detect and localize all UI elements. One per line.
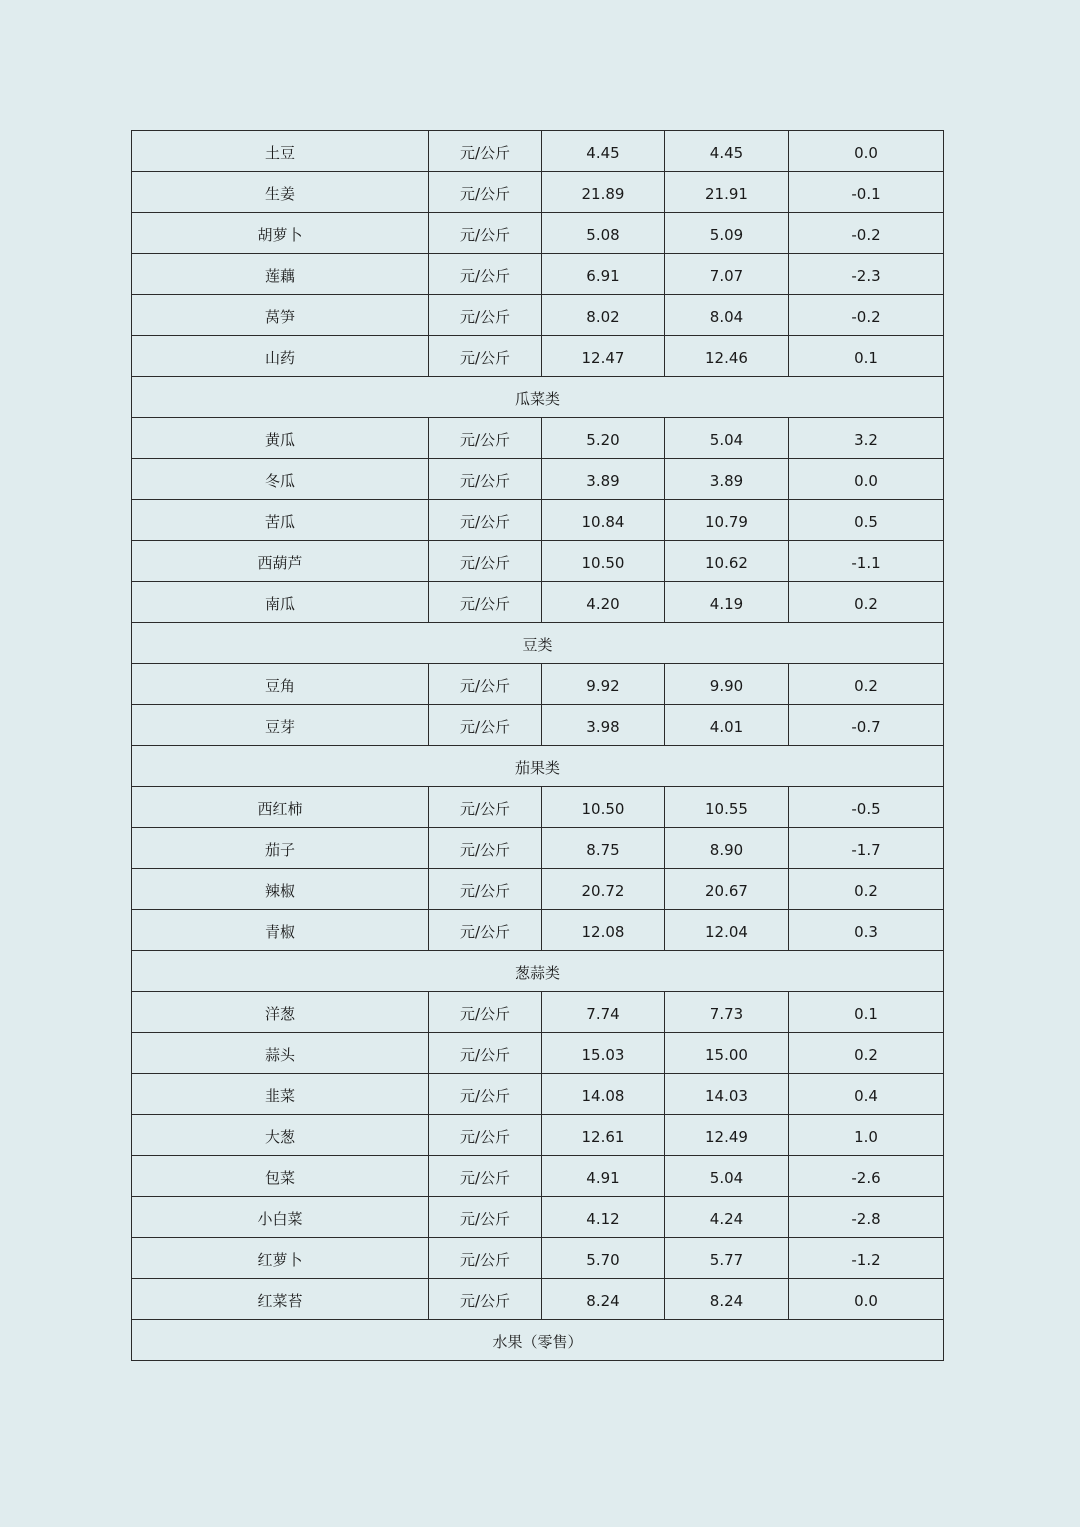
unit-cell xyxy=(429,500,542,541)
item-name-cell-text: 包菜 xyxy=(264,1169,295,1187)
table-row xyxy=(132,1115,944,1156)
change-percent-cell-text: 0.2 xyxy=(854,1045,878,1064)
table-row xyxy=(132,828,944,869)
category-label xyxy=(132,746,944,787)
item-name-cell-text: 西葫芦 xyxy=(257,554,303,572)
category-row xyxy=(132,377,944,418)
change-percent-cell xyxy=(789,336,944,377)
unit-cell xyxy=(429,1074,542,1115)
item-name-cell-text: 小白菜 xyxy=(257,1210,303,1228)
current-price-cell-text: 12.08 xyxy=(581,922,625,941)
change-percent-cell-text: -0.7 xyxy=(851,717,881,736)
table-row xyxy=(132,1279,944,1320)
current-price-cell xyxy=(542,992,665,1033)
current-price-cell-text: 10.84 xyxy=(581,512,625,531)
current-price-cell-text: 7.74 xyxy=(586,1004,620,1023)
unit-cell-text: 元/公斤 xyxy=(459,185,511,203)
table-row xyxy=(132,459,944,500)
current-price-cell xyxy=(542,541,665,582)
unit-cell-text: 元/公斤 xyxy=(459,841,511,859)
current-price-cell xyxy=(542,254,665,295)
previous-price-cell-text: 12.04 xyxy=(705,922,748,941)
current-price-cell xyxy=(542,1156,665,1197)
item-name-cell-text: 莴笋 xyxy=(264,308,295,326)
category-label-text: 葱蒜类 xyxy=(514,964,560,982)
current-price-cell xyxy=(542,1115,665,1156)
previous-price-cell-text: 10.62 xyxy=(705,553,748,572)
current-price-cell xyxy=(542,500,665,541)
previous-price-cell-text: 7.73 xyxy=(709,1004,744,1023)
table-row xyxy=(132,131,944,172)
current-price-cell xyxy=(542,664,665,705)
item-name-cell-text: 莲藕 xyxy=(264,267,295,285)
change-percent-cell xyxy=(789,295,944,336)
item-name-cell xyxy=(132,500,429,541)
change-percent-cell-text: 0.0 xyxy=(854,1291,878,1310)
change-percent-cell xyxy=(789,1033,944,1074)
item-name-cell xyxy=(132,295,429,336)
current-price-cell xyxy=(542,828,665,869)
current-price-cell-text: 3.89 xyxy=(586,471,620,490)
current-price-cell-text: 3.98 xyxy=(586,717,620,736)
change-percent-cell-text: -2.6 xyxy=(851,1168,881,1187)
current-price-cell-text: 5.70 xyxy=(586,1250,620,1269)
current-price-cell-text: 20.72 xyxy=(581,881,625,900)
change-percent-cell xyxy=(789,828,944,869)
current-price-cell-text: 6.91 xyxy=(586,266,620,285)
document-page xyxy=(131,130,943,1361)
item-name-cell xyxy=(132,131,429,172)
change-percent-cell xyxy=(789,910,944,951)
current-price-cell-text: 21.89 xyxy=(581,184,625,203)
change-percent-cell xyxy=(789,869,944,910)
previous-price-cell xyxy=(665,172,789,213)
change-percent-cell-text: 0.4 xyxy=(854,1086,878,1105)
item-name-cell-text: 茄子 xyxy=(264,841,295,859)
table-row xyxy=(132,992,944,1033)
change-percent-cell-text: -1.7 xyxy=(851,840,881,859)
item-name-cell-text: 豆芽 xyxy=(264,718,295,736)
category-row xyxy=(132,746,944,787)
unit-cell-text: 元/公斤 xyxy=(459,1005,511,1023)
change-percent-cell xyxy=(789,664,944,705)
change-percent-cell-text: -0.2 xyxy=(851,307,881,326)
unit-cell xyxy=(429,336,542,377)
change-percent-cell-text: -2.3 xyxy=(851,266,881,285)
category-label xyxy=(132,1320,944,1361)
table-row xyxy=(132,1197,944,1238)
change-percent-cell-text: 0.0 xyxy=(854,471,878,490)
previous-price-cell-text: 21.91 xyxy=(705,184,748,203)
current-price-cell-text: 15.03 xyxy=(581,1045,625,1064)
change-percent-cell-text: -0.2 xyxy=(851,225,881,244)
previous-price-cell-text: 4.24 xyxy=(709,1209,744,1228)
item-name-cell xyxy=(132,869,429,910)
unit-cell-text: 元/公斤 xyxy=(459,472,511,490)
change-percent-cell-text: 0.1 xyxy=(854,1004,878,1023)
change-percent-cell xyxy=(789,992,944,1033)
previous-price-cell xyxy=(665,131,789,172)
unit-cell xyxy=(429,1156,542,1197)
unit-cell-text: 元/公斤 xyxy=(459,144,511,162)
unit-cell xyxy=(429,1033,542,1074)
previous-price-cell-text: 15.00 xyxy=(705,1045,748,1064)
change-percent-cell-text: 0.0 xyxy=(854,143,878,162)
unit-cell xyxy=(429,1238,542,1279)
category-label xyxy=(132,951,944,992)
current-price-cell xyxy=(542,705,665,746)
previous-price-cell-text: 4.45 xyxy=(709,143,744,162)
change-percent-cell xyxy=(789,787,944,828)
unit-cell-text: 元/公斤 xyxy=(459,1210,511,1228)
table-row xyxy=(132,910,944,951)
category-label-text: 豆类 xyxy=(522,636,553,654)
table-row xyxy=(132,582,944,623)
table-row xyxy=(132,213,944,254)
item-name-cell-text: 黄瓜 xyxy=(264,431,295,449)
unit-cell-text: 元/公斤 xyxy=(459,513,511,531)
item-name-cell xyxy=(132,541,429,582)
current-price-cell-text: 5.20 xyxy=(586,430,620,449)
item-name-cell xyxy=(132,459,429,500)
unit-cell xyxy=(429,541,542,582)
item-name-cell xyxy=(132,582,429,623)
table-row xyxy=(132,1156,944,1197)
unit-cell-text: 元/公斤 xyxy=(459,718,511,736)
current-price-cell xyxy=(542,582,665,623)
table-row xyxy=(132,1074,944,1115)
item-name-cell xyxy=(132,1279,429,1320)
previous-price-cell-text: 4.01 xyxy=(709,717,744,736)
unit-cell-text: 元/公斤 xyxy=(459,349,511,367)
unit-cell xyxy=(429,582,542,623)
current-price-cell-text: 14.08 xyxy=(581,1086,625,1105)
unit-cell-text: 元/公斤 xyxy=(459,923,511,941)
change-percent-cell xyxy=(789,582,944,623)
item-name-cell-text: 山药 xyxy=(264,349,295,367)
change-percent-cell xyxy=(789,172,944,213)
unit-cell-text: 元/公斤 xyxy=(459,595,511,613)
previous-price-cell xyxy=(665,1156,789,1197)
previous-price-cell-text: 8.04 xyxy=(709,307,744,326)
change-percent-cell xyxy=(789,1115,944,1156)
table-row xyxy=(132,336,944,377)
unit-cell-text: 元/公斤 xyxy=(459,308,511,326)
previous-price-cell xyxy=(665,336,789,377)
previous-price-cell-text: 12.49 xyxy=(705,1127,748,1146)
previous-price-cell xyxy=(665,787,789,828)
previous-price-cell-text: 5.04 xyxy=(709,430,744,449)
table-row xyxy=(132,254,944,295)
change-percent-cell-text: 0.2 xyxy=(854,676,878,695)
category-row xyxy=(132,623,944,664)
table-row xyxy=(132,787,944,828)
item-name-cell xyxy=(132,418,429,459)
category-row xyxy=(132,951,944,992)
category-label-text: 瓜菜类 xyxy=(514,390,560,408)
price-table-body xyxy=(132,131,944,1361)
unit-cell xyxy=(429,705,542,746)
unit-cell-text: 元/公斤 xyxy=(459,1128,511,1146)
unit-cell xyxy=(429,172,542,213)
table-row xyxy=(132,869,944,910)
table-row xyxy=(132,172,944,213)
unit-cell-text: 元/公斤 xyxy=(459,1046,511,1064)
item-name-cell-text: 苦瓜 xyxy=(264,513,295,531)
current-price-cell xyxy=(542,1279,665,1320)
item-name-cell xyxy=(132,213,429,254)
current-price-cell-text: 8.24 xyxy=(586,1291,620,1310)
item-name-cell-text: 蒜头 xyxy=(264,1046,295,1064)
previous-price-cell xyxy=(665,869,789,910)
unit-cell-text: 元/公斤 xyxy=(459,677,511,695)
item-name-cell-text: 红菜苔 xyxy=(257,1292,303,1310)
item-name-cell xyxy=(132,1115,429,1156)
item-name-cell-text: 青椒 xyxy=(264,923,295,941)
previous-price-cell xyxy=(665,664,789,705)
change-percent-cell-text: 0.5 xyxy=(854,512,878,531)
unit-cell-text: 元/公斤 xyxy=(459,800,511,818)
previous-price-cell-text: 8.90 xyxy=(709,840,744,859)
change-percent-cell xyxy=(789,459,944,500)
unit-cell-text: 元/公斤 xyxy=(459,1087,511,1105)
item-name-cell xyxy=(132,1074,429,1115)
current-price-cell-text: 4.12 xyxy=(586,1209,620,1228)
current-price-cell xyxy=(542,1238,665,1279)
previous-price-cell-text: 20.67 xyxy=(705,881,748,900)
current-price-cell xyxy=(542,213,665,254)
previous-price-cell xyxy=(665,992,789,1033)
item-name-cell xyxy=(132,992,429,1033)
table-row xyxy=(132,295,944,336)
previous-price-cell-text: 7.07 xyxy=(709,266,744,285)
current-price-cell-text: 4.45 xyxy=(586,143,620,162)
previous-price-cell-text: 10.55 xyxy=(705,799,748,818)
current-price-cell xyxy=(542,869,665,910)
previous-price-cell-text: 5.77 xyxy=(709,1250,744,1269)
item-name-cell xyxy=(132,1238,429,1279)
unit-cell-text: 元/公斤 xyxy=(459,882,511,900)
unit-cell xyxy=(429,295,542,336)
previous-price-cell xyxy=(665,418,789,459)
current-price-cell-text: 4.20 xyxy=(586,594,620,613)
unit-cell-text: 元/公斤 xyxy=(459,267,511,285)
change-percent-cell-text: 3.2 xyxy=(854,430,878,449)
item-name-cell xyxy=(132,172,429,213)
current-price-cell xyxy=(542,910,665,951)
unit-cell-text: 元/公斤 xyxy=(459,1292,511,1310)
unit-cell xyxy=(429,1197,542,1238)
item-name-cell-text: 南瓜 xyxy=(264,595,295,613)
category-label-text: 茄果类 xyxy=(514,759,560,777)
current-price-cell-text: 5.08 xyxy=(586,225,620,244)
change-percent-cell-text: 0.1 xyxy=(854,348,878,367)
previous-price-cell xyxy=(665,1197,789,1238)
unit-cell-text: 元/公斤 xyxy=(459,554,511,572)
unit-cell xyxy=(429,131,542,172)
change-percent-cell xyxy=(789,705,944,746)
previous-price-cell xyxy=(665,213,789,254)
item-name-cell xyxy=(132,828,429,869)
current-price-cell xyxy=(542,295,665,336)
unit-cell xyxy=(429,459,542,500)
change-percent-cell xyxy=(789,1156,944,1197)
change-percent-cell-text: 1.0 xyxy=(854,1127,878,1146)
change-percent-cell xyxy=(789,418,944,459)
previous-price-cell-text: 9.90 xyxy=(709,676,744,695)
previous-price-cell-text: 4.19 xyxy=(709,594,744,613)
unit-cell xyxy=(429,1279,542,1320)
unit-cell-text: 元/公斤 xyxy=(459,1251,511,1269)
change-percent-cell-text: -1.1 xyxy=(851,553,881,572)
current-price-cell xyxy=(542,336,665,377)
previous-price-cell-text: 5.04 xyxy=(709,1168,744,1187)
unit-cell xyxy=(429,869,542,910)
item-name-cell xyxy=(132,1197,429,1238)
item-name-cell-text: 胡萝卜 xyxy=(257,226,303,244)
item-name-cell xyxy=(132,787,429,828)
previous-price-cell-text: 5.09 xyxy=(709,225,744,244)
price-table xyxy=(131,130,944,1361)
change-percent-cell xyxy=(789,1238,944,1279)
change-percent-cell-text: 0.3 xyxy=(854,922,878,941)
change-percent-cell xyxy=(789,541,944,582)
current-price-cell xyxy=(542,131,665,172)
change-percent-cell xyxy=(789,254,944,295)
current-price-cell xyxy=(542,787,665,828)
unit-cell xyxy=(429,418,542,459)
current-price-cell-text: 4.91 xyxy=(586,1168,620,1187)
current-price-cell-text: 8.75 xyxy=(586,840,620,859)
item-name-cell-text: 洋葱 xyxy=(264,1005,295,1023)
change-percent-cell xyxy=(789,1279,944,1320)
current-price-cell xyxy=(542,459,665,500)
table-row xyxy=(132,1238,944,1279)
previous-price-cell xyxy=(665,1033,789,1074)
current-price-cell xyxy=(542,172,665,213)
item-name-cell-text: 辣椒 xyxy=(264,882,295,900)
previous-price-cell xyxy=(665,500,789,541)
change-percent-cell xyxy=(789,1197,944,1238)
unit-cell xyxy=(429,664,542,705)
item-name-cell-text: 土豆 xyxy=(264,144,295,162)
item-name-cell-text: 西红柿 xyxy=(257,800,303,818)
item-name-cell xyxy=(132,1033,429,1074)
current-price-cell-text: 12.47 xyxy=(581,348,625,367)
change-percent-cell-text: -2.8 xyxy=(851,1209,881,1228)
unit-cell xyxy=(429,910,542,951)
current-price-cell xyxy=(542,1033,665,1074)
item-name-cell-text: 豆角 xyxy=(264,677,295,695)
change-percent-cell xyxy=(789,131,944,172)
change-percent-cell-text: 0.2 xyxy=(854,881,878,900)
unit-cell xyxy=(429,254,542,295)
item-name-cell xyxy=(132,705,429,746)
previous-price-cell xyxy=(665,910,789,951)
item-name-cell xyxy=(132,336,429,377)
current-price-cell-text: 8.02 xyxy=(586,307,620,326)
previous-price-cell xyxy=(665,459,789,500)
table-row xyxy=(132,1033,944,1074)
previous-price-cell-text: 14.03 xyxy=(705,1086,748,1105)
item-name-cell-text: 大葱 xyxy=(264,1128,295,1146)
previous-price-cell xyxy=(665,828,789,869)
previous-price-cell xyxy=(665,254,789,295)
change-percent-cell xyxy=(789,213,944,254)
current-price-cell xyxy=(542,1197,665,1238)
current-price-cell-text: 10.50 xyxy=(581,553,625,572)
table-row xyxy=(132,500,944,541)
item-name-cell-text: 冬瓜 xyxy=(264,472,295,490)
table-row xyxy=(132,418,944,459)
previous-price-cell xyxy=(665,705,789,746)
unit-cell xyxy=(429,213,542,254)
previous-price-cell xyxy=(665,1074,789,1115)
previous-price-cell xyxy=(665,541,789,582)
table-row xyxy=(132,705,944,746)
item-name-cell xyxy=(132,1156,429,1197)
category-label-text: 水果（零售） xyxy=(492,1333,583,1351)
item-name-cell xyxy=(132,664,429,705)
change-percent-cell xyxy=(789,500,944,541)
category-label xyxy=(132,377,944,418)
change-percent-cell-text: 0.2 xyxy=(854,594,878,613)
item-name-cell-text: 红萝卜 xyxy=(257,1251,303,1269)
item-name-cell-text: 韭菜 xyxy=(264,1087,295,1105)
unit-cell-text: 元/公斤 xyxy=(459,226,511,244)
item-name-cell xyxy=(132,254,429,295)
change-percent-cell-text: -1.2 xyxy=(851,1250,881,1269)
item-name-cell xyxy=(132,910,429,951)
item-name-cell-text: 生姜 xyxy=(264,185,295,203)
previous-price-cell xyxy=(665,1279,789,1320)
change-percent-cell-text: -0.1 xyxy=(851,184,881,203)
current-price-cell xyxy=(542,1074,665,1115)
current-price-cell-text: 10.50 xyxy=(581,799,625,818)
previous-price-cell-text: 8.24 xyxy=(709,1291,744,1310)
category-label xyxy=(132,623,944,664)
change-percent-cell-text: -0.5 xyxy=(851,799,881,818)
current-price-cell xyxy=(542,418,665,459)
unit-cell xyxy=(429,828,542,869)
previous-price-cell xyxy=(665,582,789,623)
previous-price-cell xyxy=(665,1115,789,1156)
unit-cell xyxy=(429,1115,542,1156)
table-row xyxy=(132,664,944,705)
previous-price-cell xyxy=(665,295,789,336)
unit-cell-text: 元/公斤 xyxy=(459,431,511,449)
unit-cell xyxy=(429,992,542,1033)
unit-cell-text: 元/公斤 xyxy=(459,1169,511,1187)
previous-price-cell-text: 3.89 xyxy=(709,471,744,490)
unit-cell xyxy=(429,787,542,828)
category-row xyxy=(132,1320,944,1361)
previous-price-cell xyxy=(665,1238,789,1279)
previous-price-cell-text: 12.46 xyxy=(705,348,748,367)
current-price-cell-text: 12.61 xyxy=(581,1127,625,1146)
change-percent-cell xyxy=(789,1074,944,1115)
previous-price-cell-text: 10.79 xyxy=(705,512,748,531)
current-price-cell-text: 9.92 xyxy=(586,676,620,695)
table-row xyxy=(132,541,944,582)
